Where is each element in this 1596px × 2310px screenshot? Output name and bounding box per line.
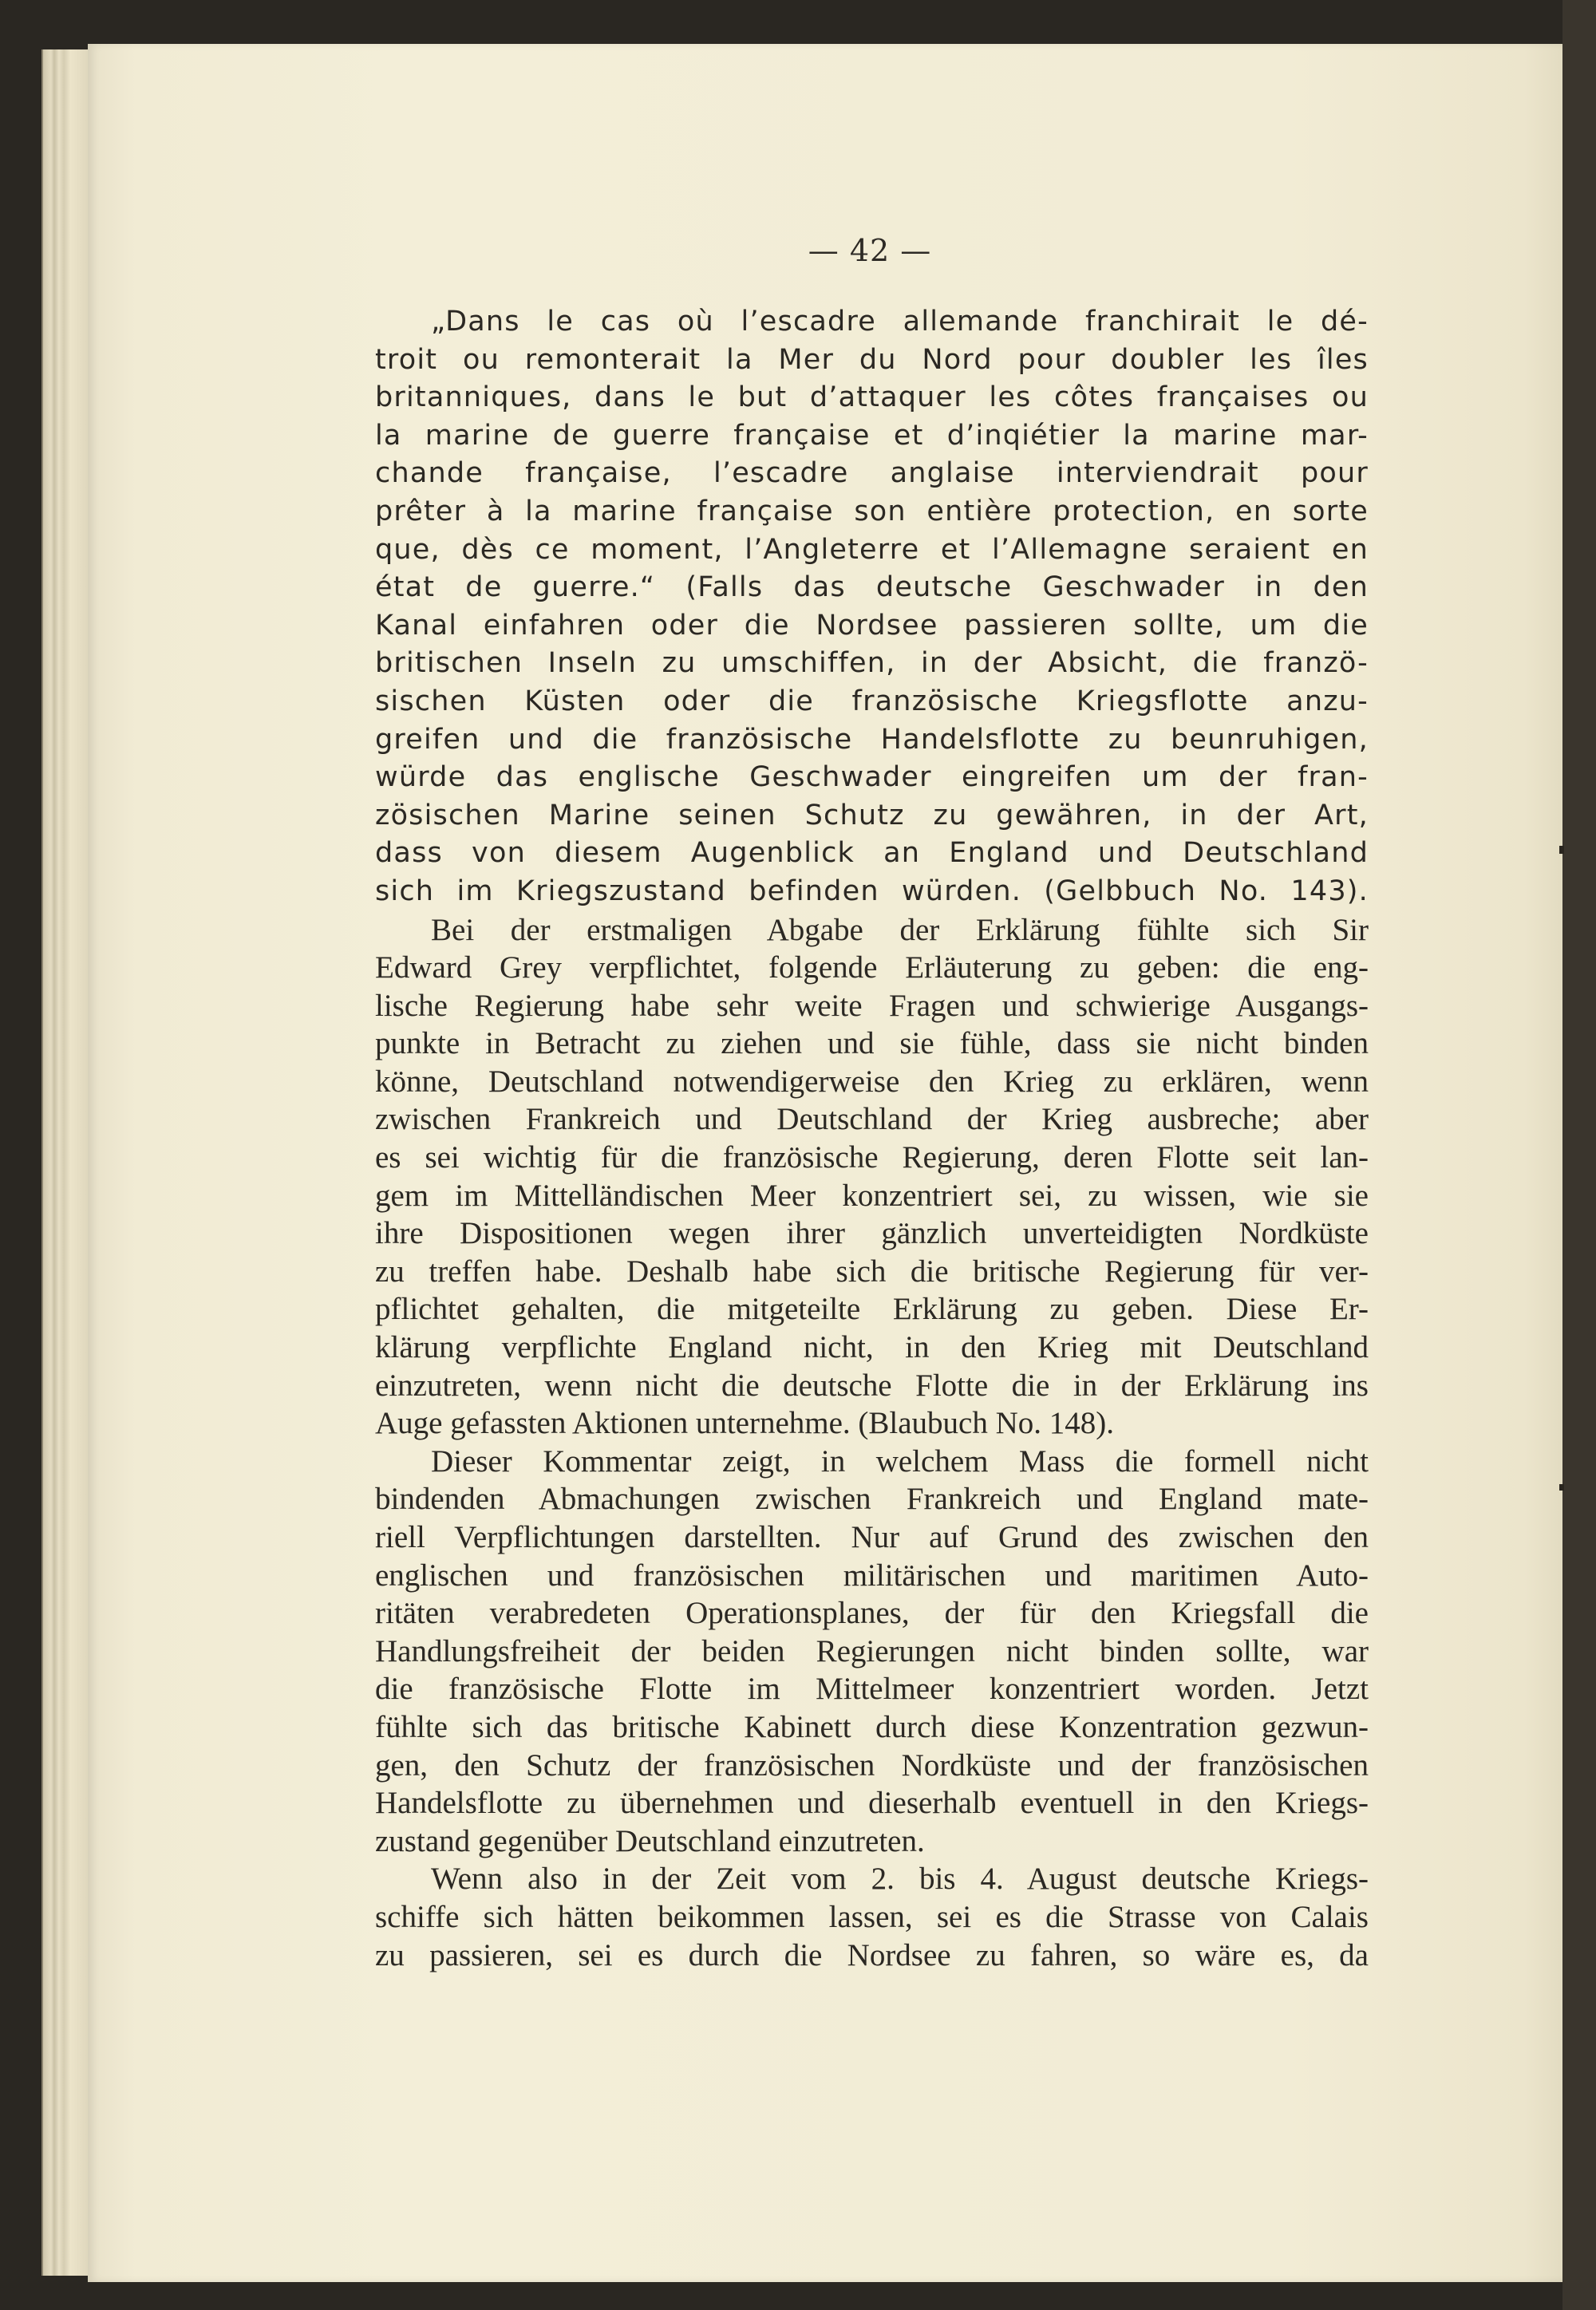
text-line: zustand gegenüber Deutschland einzutreten. <box>375 1823 925 1858</box>
text-line: sischen Küsten oder die französische Kriegsflotte anzu- <box>375 685 1369 717</box>
text-line: Bei der erstmaligen Abgabe der Erklärung fühlte sich Sir <box>431 912 1369 947</box>
text-line: troit ou remonterait la Mer du Nord pour doubler les îles <box>375 343 1369 376</box>
text-line: ihre Dispositionen wegen ihrer gänzlich unverteidigten Nordküste <box>375 1216 1369 1251</box>
text-line: greifen und die französische Handelsflotte zu beunruhigen, <box>375 723 1369 756</box>
text-line: bindenden Abmachungen zwischen Frankreich und England mate- <box>375 1482 1369 1517</box>
text-line: zösischen Marine seinen Schutz zu gewähren, in der Art, <box>375 799 1369 831</box>
text-line: prêter à la marine française son entière protection, en sorte <box>375 495 1369 527</box>
text-line: la marine de guerre française et d’inqiétier la marine mar- <box>375 419 1369 452</box>
text-line: lische Regierung habe sehr weite Fragen und schwierige Ausgangs- <box>375 988 1369 1023</box>
text-line: Kanal einfahren oder die Nordsee passieren sollte, um die <box>375 609 1369 642</box>
text-line: gem im Mittelländischen Meer konzentriert sei, zu wissen, wie sie <box>375 1178 1369 1213</box>
text-line: britanniques, dans le but d’attaquer les côtes françaises ou <box>375 381 1369 414</box>
text-line: würde das englische Geschwader eingreifen um der fran- <box>375 761 1369 794</box>
text-line: gen, den Schutz der französischen Nordküste und der französischen <box>375 1747 1369 1783</box>
page-number: — 42 — <box>808 233 932 268</box>
text-line: zu treffen habe. Deshalb habe sich die britische Regierung für ver- <box>375 1254 1369 1289</box>
scan-edge-mark <box>1559 1484 1564 1491</box>
text-line: état de guerre.“ (Falls das deutsche Geschwader in den <box>375 571 1369 604</box>
text-line: klärung verpflichte England nicht, in den Krieg mit Deutschland <box>375 1330 1369 1365</box>
text-line: Handlungsfreiheit der beiden Regierungen nicht binden sollte, war <box>375 1633 1369 1668</box>
text-line: Edward Grey verpflichtet, folgende Erläuterung zu geben: die eng- <box>375 950 1369 985</box>
text-line: die französische Flotte im Mittelmeer konzentriert worden. Jetzt <box>375 1672 1369 1707</box>
text-line: Wenn also in der Zeit vom 2. bis 4. August deutsche Kriegs- <box>431 1862 1369 1897</box>
text-line: es sei wichtig für die französische Regierung, deren Flotte seit lan- <box>375 1140 1369 1175</box>
text-line: riell Verpflichtungen darstellten. Nur auf Grund des zwischen den <box>375 1520 1369 1554</box>
text-line: schiffe sich hätten beikommen lassen, sei es die Strasse von Calais <box>375 1899 1369 1934</box>
text-line: „Dans le cas où l’escadre allemande franchirait le dé- <box>431 306 1369 338</box>
scan-edge-mark <box>1559 846 1564 854</box>
text-line: Dieser Kommentar zeigt, in welchem Mass die formell nicht <box>431 1443 1369 1479</box>
text-line: punkte in Betracht zu ziehen und sie fühle, dass sie nicht binden <box>375 1026 1369 1061</box>
text-line: zwischen Frankreich und Deutschland der Krieg ausbreche; aber <box>375 1102 1369 1137</box>
text-line: Handelsflotte zu übernehmen und dieserhalb eventuell in den Kriegs- <box>375 1786 1369 1821</box>
scan-right-border <box>1562 0 1596 2310</box>
text-line: britischen Inseln zu umschiffen, in der Absicht, die franzö- <box>375 647 1369 680</box>
text-line: englischen und französischen militärischen und maritimen Auto- <box>375 1558 1369 1593</box>
text-line: pflichtet gehalten, die mitgeteilte Erklärung zu geben. Diese Er- <box>375 1292 1369 1327</box>
text-line: einzutreten, wenn nicht die deutsche Flotte die in der Erklärung ins <box>375 1368 1369 1403</box>
body-text <box>375 303 1369 1974</box>
text-line: Auge gefassten Aktionen unternehme. (Blaubuch No. 148). <box>375 1406 1115 1441</box>
text-line: que, dès ce moment, l’Angleterre et l’Allemagne seraient en <box>375 533 1369 566</box>
text-line: chande française, l’escadre anglaise interviendrait pour <box>375 457 1369 490</box>
text-line: könne, Deutschland notwendigerweise den Krieg zu erklären, wenn <box>375 1064 1369 1099</box>
text-line: zu passieren, sei es durch die Nordsee zu fahren, so wäre es, da <box>375 1937 1369 1972</box>
text-line: fühlte sich das britische Kabinett durch diese Konzentration gezwun- <box>375 1709 1369 1744</box>
text-line: sich im Kriegszustand befinden würden. (Gelbbuch No. 143). <box>375 875 1369 907</box>
text-line: ritäten verabredeten Operationsplanes, der für den Kriegsfall die <box>375 1596 1369 1631</box>
text-line: dass von diesem Augenblick an England und Deutschland <box>375 837 1369 870</box>
